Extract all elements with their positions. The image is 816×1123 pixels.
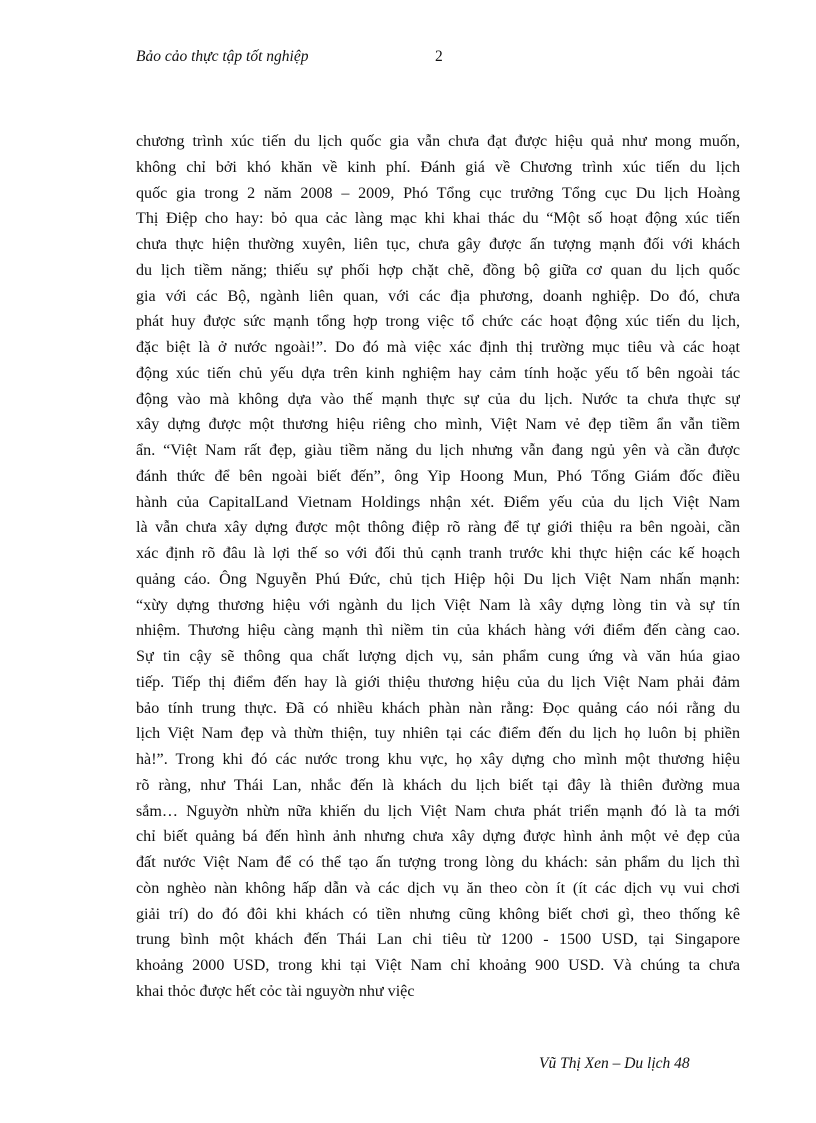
text-line: rõ ràng, như Thái Lan, nhắc đến là khách du lịch biết tại đây là thiên đường mua bbox=[136, 776, 740, 794]
text-line: ẩn. “Việt Nam rất đẹp, giàu tiềm năng du lịch nhưng vẫn đang ngủ yên và cần được bbox=[136, 442, 740, 459]
text-line: động xúc tiến chủ yếu dựa trên kinh nghiệm hay cảm tính hoặc yếu tố bên ngoài tác bbox=[136, 364, 740, 382]
text-line: khoảng 2000 USD, trong khi tại Việt Nam chỉ khoảng 900 USD. Và chúng ta chưa bbox=[136, 957, 740, 974]
text-line: giải trí) do đó đôi khi khách có tiền nhưng cũng không biết chơi gì, theo thống kê bbox=[136, 905, 740, 923]
text-line: du lịch tiềm năng; thiếu sự phối hợp chặt chẽ, đồng bộ giữa cơ quan du lịch quốc bbox=[136, 261, 740, 279]
text-line: tiếp. Tiếp thị điểm đến hay là giới thiệu thương hiệu của du lịch Việt Nam phải đảm bbox=[136, 673, 740, 691]
text-line: xác định rõ đâu là lợi thế so với đối thủ cạnh tranh trước khi thực hiện các kế hoạch bbox=[136, 545, 740, 562]
page-header bbox=[136, 48, 456, 72]
text-line: chương trình xúc tiến du lịch quốc gia vẫn chưa đạt được hiệu quả như mong muốn, bbox=[136, 133, 740, 150]
text-line: hà!”. Trong khi đó các nước trong khu vực, họ xây dựng cho mình một thương hiệu bbox=[136, 751, 740, 768]
text-line: quốc gia trong 2 năm 2008 – 2009, Phó Tổng cục trưởng Tổng cục Du lịch Hoàng bbox=[136, 184, 740, 202]
text-line: còn nghèo nàn không hấp dẫn và các dịch vụ ăn theo còn ít (ít các dịch vụ vui chơi bbox=[136, 879, 740, 897]
text-line: chưa thực hiện thường xuyên, liên tục, chưa gây được ấn tượng mạnh đối với khách bbox=[136, 236, 740, 253]
report-title: Bảo cảo thực tập tốt nghiệp bbox=[136, 48, 309, 65]
text-line: không chỉ bởi khó khăn về kinh phí. Đánh giá về Chương trình xúc tiến du lịch bbox=[136, 158, 740, 176]
text-line: lịch Việt Nam đẹp và thừn thiện, tuy nhiên tại các điểm đến du lịch họ luôn bị phiền bbox=[136, 725, 740, 743]
text-line: đất nước Việt Nam để có thể tạo ấn tượng trong lòng du khách: sản phẩm du lịch thì bbox=[136, 854, 740, 871]
text-line: phát huy được sức mạnh tổng hợp trong việc tổ chức các hoạt động xúc tiến du lịch, bbox=[136, 313, 740, 331]
body-paragraph bbox=[136, 129, 740, 1005]
text-line: chỉ biết quảng bá đến hình ảnh nhưng chưa xây dựng được hình ảnh một vẻ đẹp của bbox=[136, 828, 740, 846]
text-line: nhiệm. Thương hiệu càng mạnh thì niềm tin của khách hàng với điểm đến càng cao. bbox=[136, 622, 740, 640]
text-line: hành của CapitalLand Vietnam Holdings nhận xét. Điểm yếu của du lịch Việt Nam bbox=[136, 493, 740, 511]
text-line: động vào mà không dựa vào thế mạnh thực sự của du lịch. Nước ta chưa thực sự bbox=[136, 390, 740, 408]
page-footer: Vũ Thị Xen – Du lịch 48 bbox=[539, 1055, 690, 1072]
text-line: bảo tính trung thực. Đã có nhiều khách phàn nàn rằng: Đọc quảng cáo nói rằng du bbox=[136, 699, 740, 717]
text-line: xây dựng được một thương hiệu riêng cho mình, Việt Nam vẻ đẹp tiềm ẩn vẫn tiềm bbox=[136, 416, 740, 434]
text-line: là vẫn chưa xây dựng được một thông điệp rõ ràng để tự giới thiệu ra bên ngoài, cần bbox=[136, 519, 740, 537]
text-line: khai thỏc được hết cỏc tài nguyờn như việc bbox=[136, 982, 415, 1000]
page-number: 2 bbox=[435, 48, 443, 65]
text-line: trung bình một khách đến Thái Lan chi tiêu từ 1200 - 1500 USD, tại Singapore bbox=[136, 931, 740, 949]
text-line: gia với các Bộ, ngành liên quan, với các địa phương, doanh nghiệp. Do đó, chưa bbox=[136, 287, 740, 305]
text-line: sắm… Nguyờn nhừn nữa khiến du lịch Việt Nam chưa phát triển mạnh đó là ta mới bbox=[136, 802, 740, 820]
text-line: “xừy dựng thương hiệu với ngành du lịch Việt Nam là xây dựng lòng tin và sự tín bbox=[136, 596, 740, 614]
text-line: quảng cáo. Ông Nguyễn Phú Đức, chủ tịch Hiệp hội Du lịch Việt Nam nhấn mạnh: bbox=[136, 570, 740, 588]
text-line: đặc biệt là ở nước ngoài!”. Do đó mà việc xác định thị trường mục tiêu và các hoạt bbox=[136, 339, 740, 356]
text-line: đánh thức để bên ngoài biết đến”, ông Yip Hoong Mun, Phó Tổng Giám đốc điều bbox=[136, 467, 740, 485]
text-line: Sự tin cậy sẽ thông qua chất lượng dịch vụ, sản phẩm cung ứng và văn húa giao bbox=[136, 648, 740, 665]
text-line: Thị Điệp cho hay: bỏ qua cảc làng mạc khi khai thác du “Một số hoạt động xúc tiến bbox=[136, 210, 740, 228]
